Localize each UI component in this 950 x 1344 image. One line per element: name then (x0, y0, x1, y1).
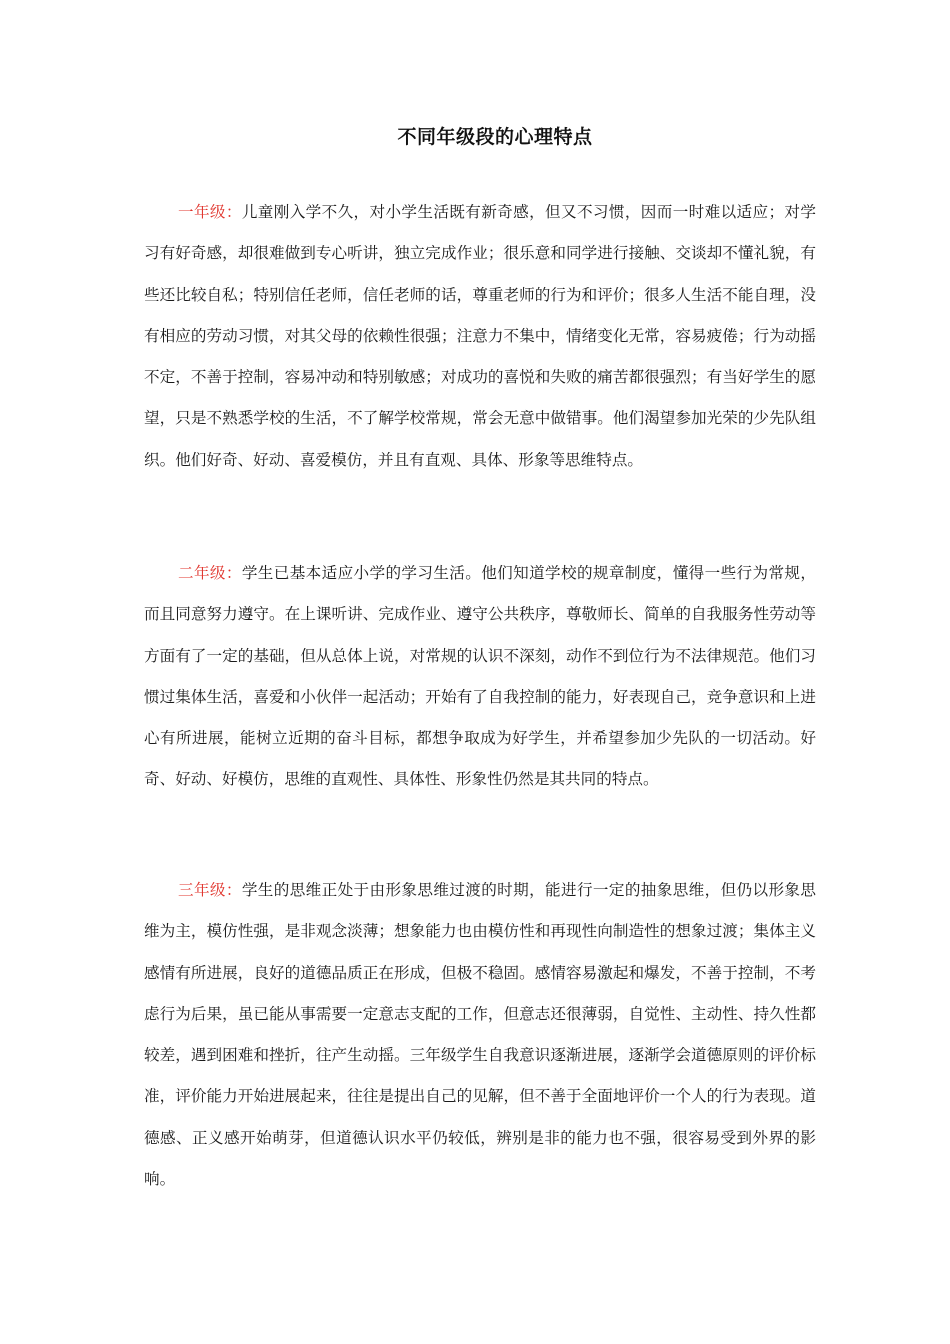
section-label: 一年级： (178, 203, 242, 221)
section-label: 二年级： (178, 564, 242, 582)
section-text: 儿童刚入学不久，对小学生活既有新奇感，但又不习惯，因而一时难以适应；对学习有好奇感，却很难做到专心听讲，独立完成作业；很乐意和同学进行接触、交谈却不懂礼貌，有些还比较自私；特别信任老师，信任老师的话，尊重老师的行为和评价；很多人生活不能自理，没有相应的劳动习惯，对其父母的依赖性很强；注意力不集中，情绪变化无常，容易疲倦；行为动摇不定，不善于控制，容易冲动和特别敏感；对成功的喜悦和失败的痛苦都很强烈；有当好学生的愿望，只是不熟悉学校的生活，不了解学校常规，常会无意中做错事。他们渴望参加光荣的少先队组织。他们好奇、好动、喜爱模仿，并且有直观、具体、形象等思维特点。 (144, 203, 816, 469)
page-title: 不同年级段的心理特点 (397, 126, 593, 148)
section-grade-2 (144, 553, 816, 801)
section-text: 学生已基本适应小学的学习生活。他们知道学校的规章制度，懂得一些行为常规，而且同意努力遵守。在上课听讲、完成作业、遵守公共秩序，尊敬师长、简单的自我服务性劳动等方面有了一定的基础，但从总体上说，对常规的认识不深刻，动作不到位行为不法律规范。他们习惯过集体生活，喜爱和小伙伴一起活动；开始有了自我控制的能力，好表现自己，竞争意识和上进心有所进展，能树立近期的奋斗目标，都想争取成为好学生，并希望参加少先队的一切活动。好奇、好动、好模仿，思维的直观性、具体性、形象性仍然是其共同的特点。 (144, 564, 816, 789)
section-grade-3 (144, 870, 816, 1200)
section-text: 学生的思维正处于由形象思维过渡的时期，能进行一定的抽象思维，但仍以形象思维为主，模仿性强，是非观念淡薄；想象能力也由模仿性和再现性向制造性的想象过渡；集体主义感情有所进展，良好的道德品质正在形成，但极不稳固。感情容易激起和爆发，不善于控制，不考虑行为后果，虽已能从事需要一定意志支配的工作，但意志还很薄弱，自觉性、主动性、持久性都较差，遇到困难和挫折，往产生动摇。三年级学生自我意识逐渐进展，逐渐学会道德原则的评价标准，评价能力开始进展起来，往往是提出自己的见解，但不善于全面地评价一个人的行为表现。道德感、正义感开始萌芽，但道德认识水平仍较低，辨别是非的能力也不强，很容易受到外界的影响。 (144, 881, 816, 1189)
section-grade-1 (144, 192, 816, 481)
section-label: 三年级： (178, 881, 242, 899)
